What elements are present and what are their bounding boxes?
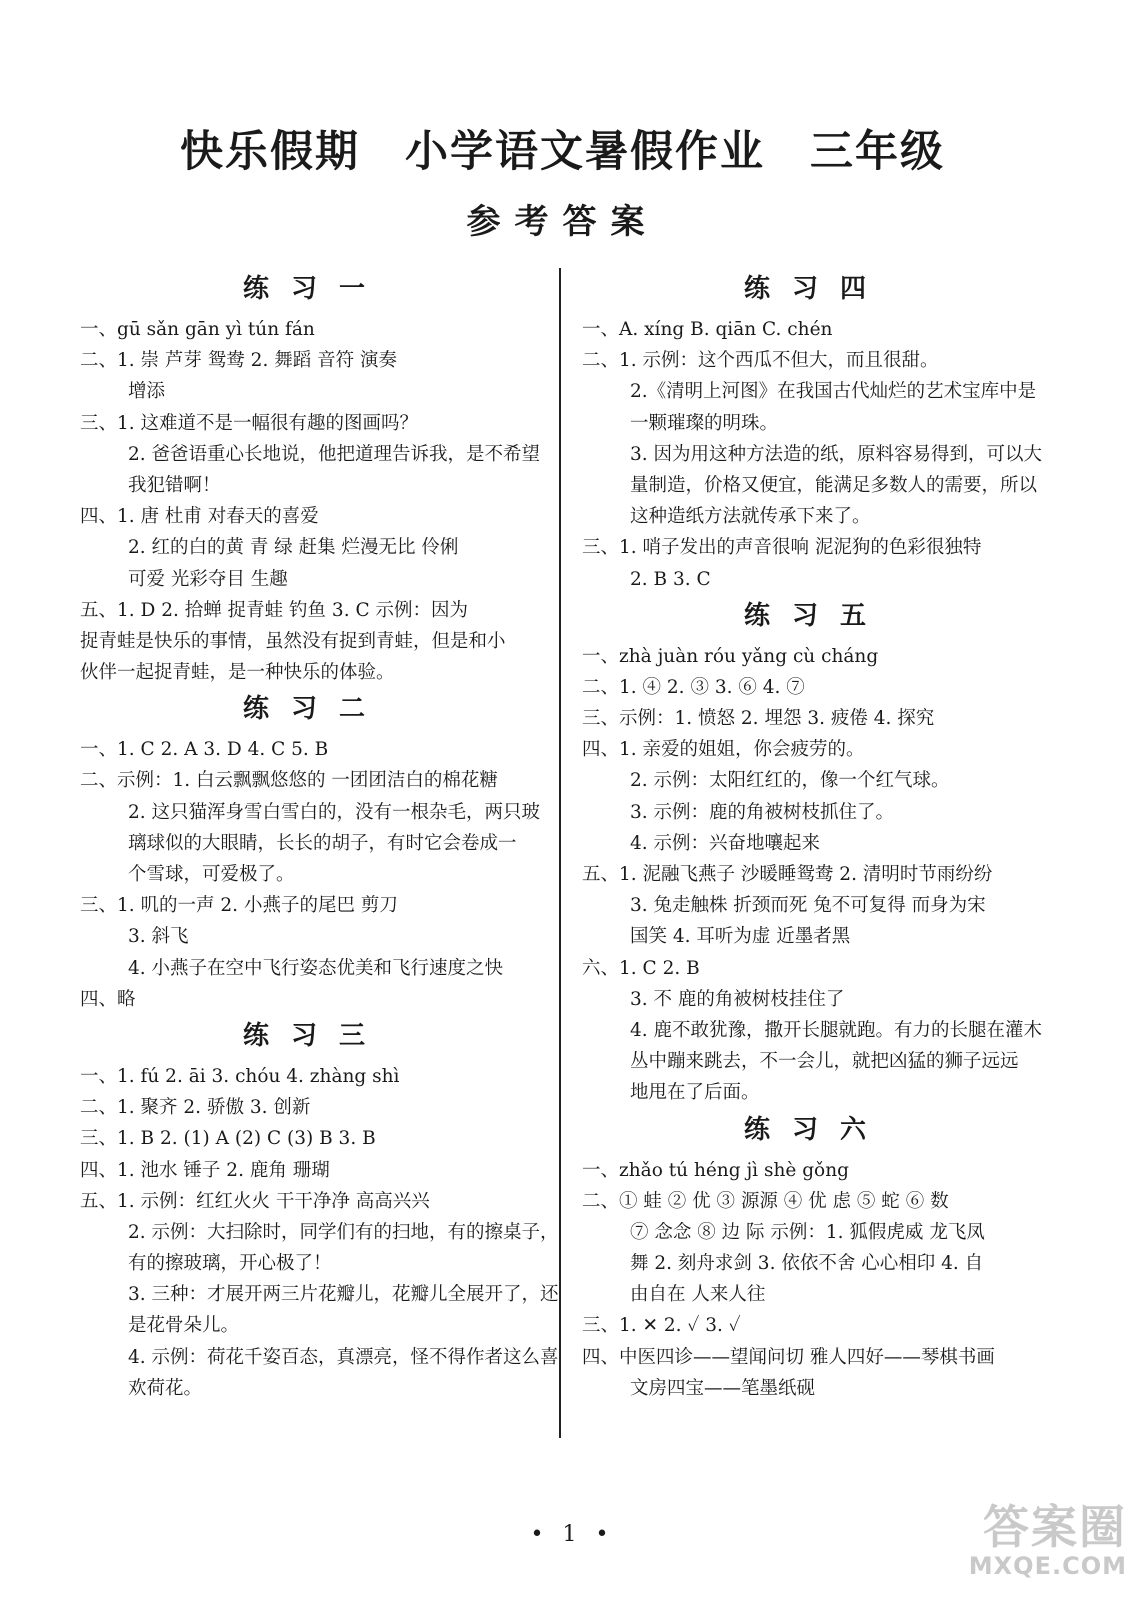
- section-title: 练习六: [743, 1114, 888, 1145]
- answer-line: 五、1. 泥融飞燕子 沙暖睡鸳鸯 2. 清明时节雨纷纷: [582, 864, 993, 885]
- answer-line: 四、1. 亲爱的姐姐，你会疲劳的。: [582, 739, 865, 761]
- section-title: 练习五: [743, 600, 888, 631]
- answer-line: 3. 斜飞: [128, 926, 189, 948]
- answer-line: 一、zhà juàn róu yǎng cù cháng: [582, 645, 879, 667]
- answer-line: 可爱 光彩夺目 生趣: [128, 568, 288, 590]
- answer-line: 舞 2. 刻舟求剑 3. 依依不舍 心心相印 4. 自: [630, 1253, 984, 1275]
- answer-line: 伙伴一起捉青蛙，是一种快乐的体验。: [80, 662, 395, 684]
- answer-line: 三、1. ✕ 2. ✓ 3. ✓: [582, 1315, 741, 1337]
- answer-line: 一、gū sǎn gān yì tún fán: [80, 319, 315, 340]
- watermark-logo: [952, 1502, 1127, 1592]
- answer-line: 4. 小燕子在空中飞行姿态优美和飞行速度之快: [128, 957, 504, 979]
- answer-line: 三、1. B 2. (1) A (2) C (3) B 3. B: [80, 1128, 376, 1150]
- section-title: 练习一: [242, 274, 387, 304]
- answer-line: 3. 三种：才展开两三片花瓣儿，花瓣儿全展开了，还: [128, 1284, 559, 1306]
- answer-line: 3. 因为用这种方法造的纸，原料容易得到，可以大: [630, 443, 1043, 465]
- answer-line: 2. 示例：太阳红红的，像一个红气球。: [630, 770, 950, 792]
- answer-line: 3. 示例：鹿的角被树枝抓住了。: [630, 801, 895, 823]
- answer-line: 3. 不 鹿的角被树枝挂住了: [630, 988, 845, 1010]
- answer-line: 文房四宝——笔墨纸砚: [630, 1377, 816, 1399]
- answer-line: 四、中医四诊——望闻问切 雅人四好——琴棋书画: [582, 1346, 995, 1368]
- answer-line: 三、1. 这难道不是一幅很有趣的图画吗？: [80, 412, 419, 434]
- answer-line: 个雪球，可爱极了。: [128, 864, 295, 885]
- page-number: • 1 •: [530, 1522, 615, 1547]
- section-title: 练习四: [743, 274, 888, 304]
- answer-line: 四、略: [80, 988, 136, 1010]
- section-title: 练习二: [242, 694, 387, 725]
- answer-line: 由自在 人来人往: [630, 1284, 766, 1306]
- answer-line: 4. 示例：兴奋地嚷起来: [630, 832, 821, 854]
- answer-line: 欢荷花。: [128, 1377, 203, 1399]
- answer-line: 4. 鹿不敢犹豫，撒开长腿就跑。有力的长腿在灌木: [630, 1019, 1043, 1041]
- answer-line: 2. B 3. C: [630, 568, 711, 590]
- answer-line: 五、1. D 2. 拾蝉 捉青蛙 钓鱼 3. C 示例：因为: [80, 599, 468, 621]
- column-divider: [559, 268, 561, 1438]
- answer-line: 这种造纸方法就传承下来了。: [630, 506, 871, 528]
- answer-line: 一、zhǎo tú héng jì shè gǒng: [582, 1159, 849, 1181]
- answer-line: 量制造，价格又便宜，能满足多数人的需要，所以: [630, 474, 1038, 496]
- answer-line: 我犯错啊！: [128, 474, 221, 496]
- watermark-logo-text: 答案圈: [983, 1500, 1127, 1554]
- answer-line: 二、1. ④ 2. ③ 3. ⑥ 4. ⑦: [582, 676, 805, 698]
- left-column: [80, 268, 559, 1404]
- answer-line: 四、1. 池水 锤子 2. 鹿角 珊瑚: [80, 1159, 330, 1181]
- answer-line: 一颗璀璨的明珠。: [630, 412, 779, 434]
- right-column: [582, 268, 1050, 1404]
- answer-line: 二、1. 示例：这个西瓜不但大，而且很甜。: [582, 350, 939, 372]
- section-title: 练习三: [242, 1020, 387, 1051]
- answer-line: 2. 爸爸语重心长地说，他把道理告诉我，是不希望: [128, 443, 541, 465]
- answer-line: 2. 这只猫浑身雪白雪白的，没有一根杂毛，两只玻: [128, 801, 541, 823]
- answer-line: 三、示例：1. 愤怒 2. 埋怨 3. 疲倦 4. 探究: [582, 708, 935, 730]
- answer-line: 4. 示例：荷花千姿百态，真漂亮，怪不得作者这么喜: [128, 1346, 559, 1368]
- answer-line: 有的擦玻璃，开心极了！: [128, 1253, 332, 1275]
- answer-line: 3. 兔走触株 折颈而死 兔不可复得 而身为宋: [630, 895, 986, 917]
- answer-line: 六、1. C 2. B: [582, 957, 700, 979]
- answer-line: 璃球似的大眼睛，长长的胡子，有时它会卷成一: [128, 832, 517, 854]
- page-subtitle: 参考答案: [466, 202, 659, 242]
- answer-line: 2. 红的白的黄 青 绿 赶集 烂漫无比 伶俐: [128, 537, 459, 559]
- answer-line: 2.《清明上河图》在我国古代灿烂的艺术宝库中是: [630, 381, 1037, 403]
- answer-line: 增添: [128, 381, 166, 403]
- answer-line: 二、示例：1. 白云飘飘悠悠的 一团团洁白的棉花糖: [80, 770, 498, 792]
- watermark-url: MXQE.COM: [968, 1552, 1127, 1580]
- answer-line: 二、① 蛙 ② 优 ③ 源源 ④ 优 虑 ⑤ 蛇 ⑥ 数: [582, 1190, 949, 1212]
- answer-line: 国笑 4. 耳听为虚 近墨者黑: [630, 926, 851, 948]
- answer-line: 一、1. fú 2. āi 3. chóu 4. zhàng shì: [80, 1065, 400, 1087]
- answer-line: 捉青蛙是快乐的事情，虽然没有捉到青蛙，但是和小: [80, 630, 506, 652]
- answer-line: 二、1. 聚齐 2. 骄傲 3. 创新: [80, 1097, 311, 1119]
- answer-line: 地甩在了后面。: [630, 1082, 760, 1104]
- answer-line: 一、1. C 2. A 3. D 4. C 5. B: [80, 739, 329, 761]
- answer-line: 四、1. 唐 杜甫 对春天的喜爱: [80, 506, 319, 528]
- answer-line: 二、1. 崇 芦芽 鸳鸯 2. 舞蹈 音符 演奏: [80, 350, 397, 372]
- answer-line: 三、1. 哨子发出的声音很响 泥泥狗的色彩很独特: [582, 537, 982, 559]
- answer-line: 丛中蹦来跳去，不一会儿，就把凶猛的狮子远远: [630, 1051, 1019, 1073]
- answer-line: 2. 示例：大扫除时，同学们有的扫地，有的擦桌子，: [128, 1221, 559, 1243]
- answer-line: 三、1. 叽的一声 2. 小燕子的尾巴 剪刀: [80, 895, 398, 917]
- page-title: 快乐假期 小学语文暑假作业 三年级: [180, 127, 945, 177]
- answer-line: 一、A. xíng B. qiān C. chén: [582, 319, 833, 340]
- answer-line: ⑦ 念念 ⑧ 边 际 示例：1. 狐假虎威 龙飞凤: [630, 1221, 985, 1243]
- answer-line: 是花骨朵儿。: [128, 1315, 240, 1337]
- answer-line: 五、1. 示例：红红火火 干干净净 高高兴兴: [80, 1190, 430, 1212]
